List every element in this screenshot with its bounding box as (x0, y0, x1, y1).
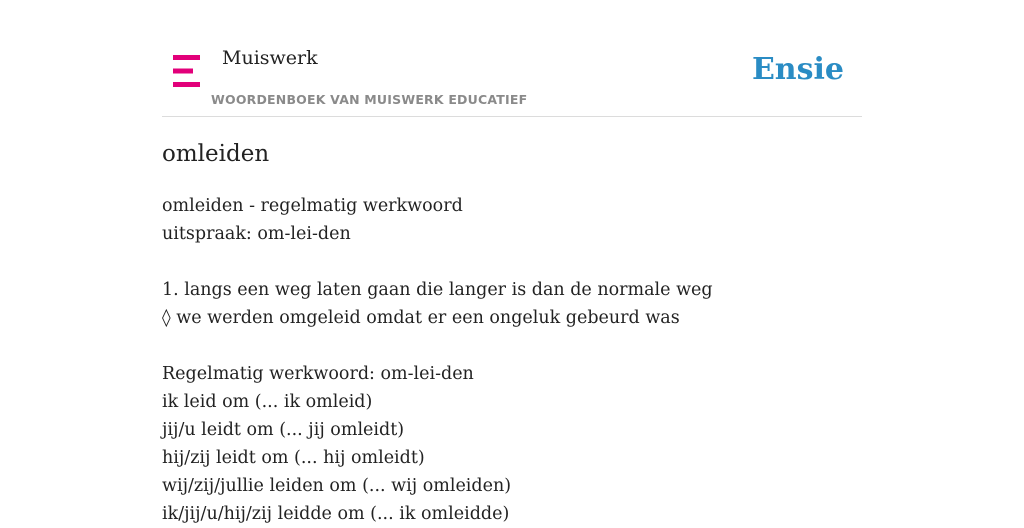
entry-title: omleiden (162, 141, 270, 167)
conjugation-form: wij/zij/jullie leiden om (... wij omleiden) (162, 476, 512, 496)
spacer (162, 248, 862, 276)
example-line: ◊ we werden omgeleid omdat er een ongeluk gebeurd was (162, 308, 680, 328)
conjugation-form: jij/u leidt om (... jij omleidt) (162, 420, 405, 440)
definition-line: 1. langs een weg laten gaan die langer is dan de normale weg (162, 280, 713, 300)
site-header (162, 0, 862, 117)
conjugation-heading: Regelmatig werkwoord: om-lei-den (162, 364, 474, 384)
conjugation-form: hij/zij leidt om (... hij omleidt) (162, 448, 425, 468)
site-name[interactable]: Muiswerk (222, 47, 318, 69)
site-subtitle: WOORDENBOEK VAN MUISWERK EDUCATIEF (211, 92, 528, 107)
pronunciation-line: uitspraak: om-lei-den (162, 224, 351, 244)
conjugation-form: ik/jij/u/hij/zij leidde om (... ik omleidde) (162, 504, 510, 524)
conjugation-form: ik leid om (... ik omleid) (162, 392, 373, 412)
headword-line: omleiden - regelmatig werkwoord (162, 196, 463, 216)
ensie-logo-link[interactable]: Ensie (751, 52, 844, 87)
muiswerk-e-logo-icon[interactable] (173, 55, 200, 87)
spacer (162, 332, 862, 360)
entry-body (162, 192, 862, 528)
